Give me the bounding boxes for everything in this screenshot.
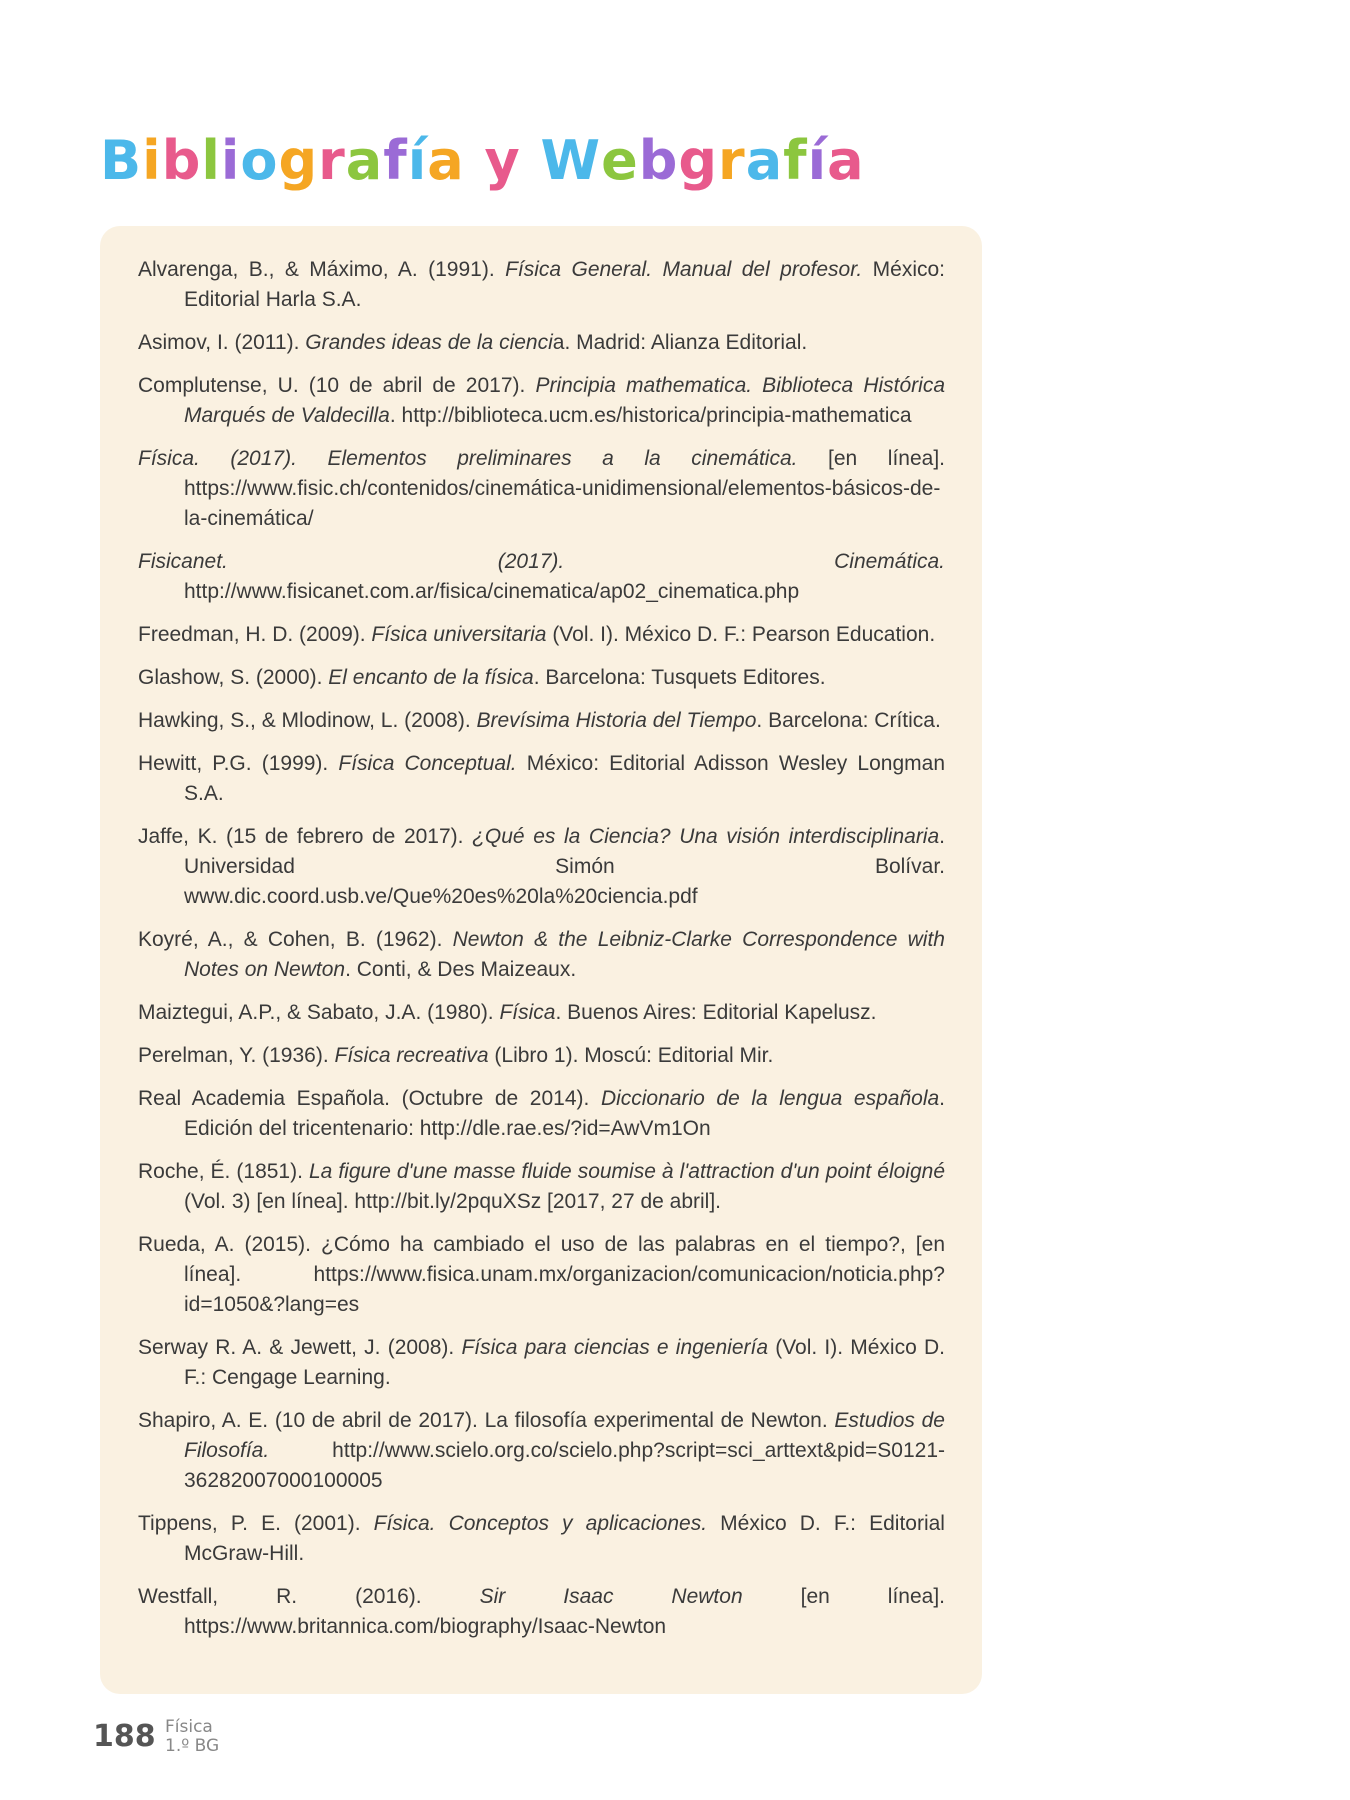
reference-text: (Vol. I). México D. F.: Cengage Learning. bbox=[184, 1336, 945, 1389]
title-letter: y bbox=[484, 129, 521, 192]
reference-text: Maiztegui, A.P., & Sabato, J.A. (1980). bbox=[138, 1001, 500, 1024]
reference-text: México: Editorial Adisson Wesley Longman S.A. bbox=[184, 752, 945, 805]
reference-entry bbox=[138, 706, 945, 736]
reference-entry bbox=[138, 822, 945, 912]
reference-entry bbox=[138, 1230, 945, 1320]
reference-entry bbox=[138, 1333, 945, 1393]
reference-title: Física General. Manual del profesor. bbox=[505, 258, 863, 281]
title-letter: g bbox=[278, 129, 319, 192]
reference-title: La figure d'une masse fluide soumise à l'attraction d'un point éloigné bbox=[308, 1160, 946, 1183]
reference-entry bbox=[138, 663, 945, 693]
title-letter: o bbox=[240, 129, 279, 192]
reference-text: [en línea]. https://www.fisic.ch/contenidos/cinemática-unidimensional/elementos-básicos-de-la-cinemática/ bbox=[184, 447, 945, 530]
reference-text: . Buenos Aires: Editorial Kapelusz. bbox=[555, 1001, 877, 1024]
reference-text: . Barcelona: Tusquets Editores. bbox=[533, 666, 826, 689]
reference-entry bbox=[138, 1509, 945, 1569]
title-letter: a bbox=[745, 129, 784, 192]
title-letter: l bbox=[201, 129, 221, 192]
reference-entry bbox=[138, 620, 945, 650]
reference-entry bbox=[138, 444, 945, 534]
reference-text: [en línea]. https://www.britannica.com/biography/Isaac-Newton bbox=[184, 1585, 945, 1638]
reference-title: Física para ciencias e ingeniería bbox=[461, 1336, 769, 1359]
reference-title: Física universitaria bbox=[371, 623, 547, 646]
footer-subject: Física bbox=[165, 1717, 213, 1737]
reference-entry bbox=[138, 1406, 945, 1496]
reference-text: Koyré, A., & Cohen, B. (1962). bbox=[138, 928, 453, 951]
reference-text: Real Academia Española. (Octubre de 2014). bbox=[138, 1087, 601, 1110]
reference-text: Freedman, H. D. (2009). bbox=[138, 623, 372, 646]
reference-text: Tippens, P. E. (2001). bbox=[138, 1512, 374, 1535]
reference-entry bbox=[138, 328, 945, 358]
title-letter: r bbox=[718, 129, 746, 192]
reference-title: Grandes ideas de la cienci bbox=[305, 331, 553, 354]
reference-title: Sir Isaac Newton bbox=[479, 1585, 743, 1608]
reference-title: Fisicanet. (2017). Cinemática. bbox=[138, 550, 945, 573]
reference-text: . http://biblioteca.ucm.es/historica/principia-mathematica bbox=[389, 404, 912, 427]
reference-text: . Edición del tricentenario: http://dle.rae.es/?id=AwVm1On bbox=[184, 1087, 946, 1140]
reference-entry bbox=[138, 998, 945, 1028]
reference-text: Jaffe, K. (15 de febrero de 2017). bbox=[138, 825, 473, 848]
reference-text: Hawking, S., & Mlodinow, L. (2008). bbox=[138, 709, 477, 732]
reference-text: Roche, É. (1851). bbox=[138, 1160, 309, 1183]
reference-entry bbox=[138, 255, 945, 315]
reference-title: Newton & the Leibniz-Clarke Correspondence with Notes on Newton bbox=[184, 928, 945, 981]
reference-title: Física. Conceptos y aplicaciones. bbox=[373, 1512, 708, 1535]
reference-entry bbox=[138, 547, 945, 607]
title-letter: W bbox=[540, 129, 602, 192]
reference-text: a. Madrid: Alianza Editorial. bbox=[552, 331, 808, 354]
title-letter: f bbox=[783, 129, 808, 192]
reference-text: México D. F.: Editorial McGraw-Hill. bbox=[184, 1512, 945, 1565]
reference-text: Shapiro, A. E. (10 de abril de 2017). La filosofía experimental de Newton. bbox=[138, 1409, 835, 1432]
title-letter: a bbox=[427, 129, 465, 192]
title-letter: e bbox=[601, 129, 639, 192]
title-letter: f bbox=[383, 129, 408, 192]
reference-text: Serway R. A. & Jewett, J. (2008). bbox=[138, 1336, 462, 1359]
reference-text: . Conti, & Des Maizeaux. bbox=[345, 958, 577, 981]
reference-text: Asimov, I. (2011). bbox=[138, 331, 306, 354]
reference-text: (Vol. 3) [en línea]. http://bit.ly/2pquXSz [2017, 27 de abril]. bbox=[184, 1190, 721, 1213]
reference-title: ¿Qué es la Ciencia? Una visión interdisciplinaria bbox=[472, 825, 940, 848]
reference-text: (Libro 1). Moscú: Editorial Mir. bbox=[488, 1044, 774, 1067]
title-letter: i bbox=[142, 129, 162, 192]
title-letter bbox=[521, 128, 541, 194]
reference-title: Principia mathematica. Biblioteca Histórica Marqués de Valdecilla bbox=[184, 374, 945, 427]
title-letter bbox=[465, 128, 485, 194]
reference-entry bbox=[138, 925, 945, 985]
title-letter: B bbox=[100, 129, 143, 192]
reference-title: Física bbox=[499, 1001, 556, 1024]
reference-text: Alvarenga, B., & Máximo, A. (1991). bbox=[138, 258, 506, 281]
reference-entry bbox=[138, 371, 945, 431]
page-title bbox=[100, 128, 865, 194]
reference-text: Perelman, Y. (1936). bbox=[138, 1044, 335, 1067]
reference-entry bbox=[138, 1041, 945, 1071]
reference-title: Brevísima Historia del Tiempo bbox=[476, 709, 757, 732]
title-letter: i bbox=[220, 129, 241, 192]
title-letter: a bbox=[345, 129, 384, 192]
reference-text: Complutense, U. (10 de abril de 2017). bbox=[138, 374, 536, 397]
reference-text: (Vol. I). México D. F.: Pearson Education. bbox=[546, 623, 936, 646]
reference-title: Física recreativa bbox=[334, 1044, 489, 1067]
reference-title: Física Conceptual. bbox=[338, 752, 517, 775]
title-letter: r bbox=[318, 129, 346, 192]
title-letter: í bbox=[407, 129, 428, 192]
reference-text: http://www.fisicanet.com.ar/fisica/cinematica/ap02_cinematica.php bbox=[184, 580, 800, 603]
title-letter: b bbox=[638, 129, 679, 192]
page-number: 188 bbox=[93, 1719, 156, 1754]
title-letter: g bbox=[678, 129, 719, 192]
reference-entry bbox=[138, 749, 945, 809]
reference-text: http://www.scielo.org.co/scielo.php?script=sci_arttext&pid=S0121-36282007000100005 bbox=[184, 1439, 945, 1492]
reference-text: . Barcelona: Crítica. bbox=[756, 709, 941, 732]
title-letter: í bbox=[807, 129, 828, 192]
reference-text: Rueda, A. (2015). ¿Cómo ha cambiado el uso de las palabras en el tiempo?, [en línea]. https://www.fisica.unam.mx/organizacion/comunicacion/noticia.php?id=1050&?lang=es bbox=[138, 1233, 945, 1316]
reference-title: Diccionario de la lengua española bbox=[600, 1087, 940, 1110]
title-letter: b bbox=[161, 129, 202, 192]
reference-text: México: Editorial Harla S.A. bbox=[184, 258, 946, 311]
reference-list bbox=[138, 255, 945, 1655]
reference-title: Estudios de Filosofía. bbox=[184, 1409, 945, 1462]
reference-text: Westfall, R. (2016). bbox=[138, 1585, 480, 1608]
reference-text: . Universidad Simón Bolívar. www.dic.coord.usb.ve/Que%20es%20la%20ciencia.pdf bbox=[184, 825, 945, 908]
reference-entry bbox=[138, 1157, 945, 1217]
title-letter: a bbox=[827, 129, 865, 192]
reference-title: El encanto de la física bbox=[328, 666, 534, 689]
reference-title: Física. (2017). Elementos preliminares a la cinemática. bbox=[138, 447, 798, 470]
footer-label bbox=[165, 1718, 219, 1756]
reference-text: Glashow, S. (2000). bbox=[138, 666, 329, 689]
footer-grade: 1.º BG bbox=[165, 1736, 220, 1756]
reference-entry bbox=[138, 1582, 945, 1642]
reference-entry bbox=[138, 1084, 945, 1144]
reference-text: Hewitt, P.G. (1999). bbox=[138, 752, 339, 775]
